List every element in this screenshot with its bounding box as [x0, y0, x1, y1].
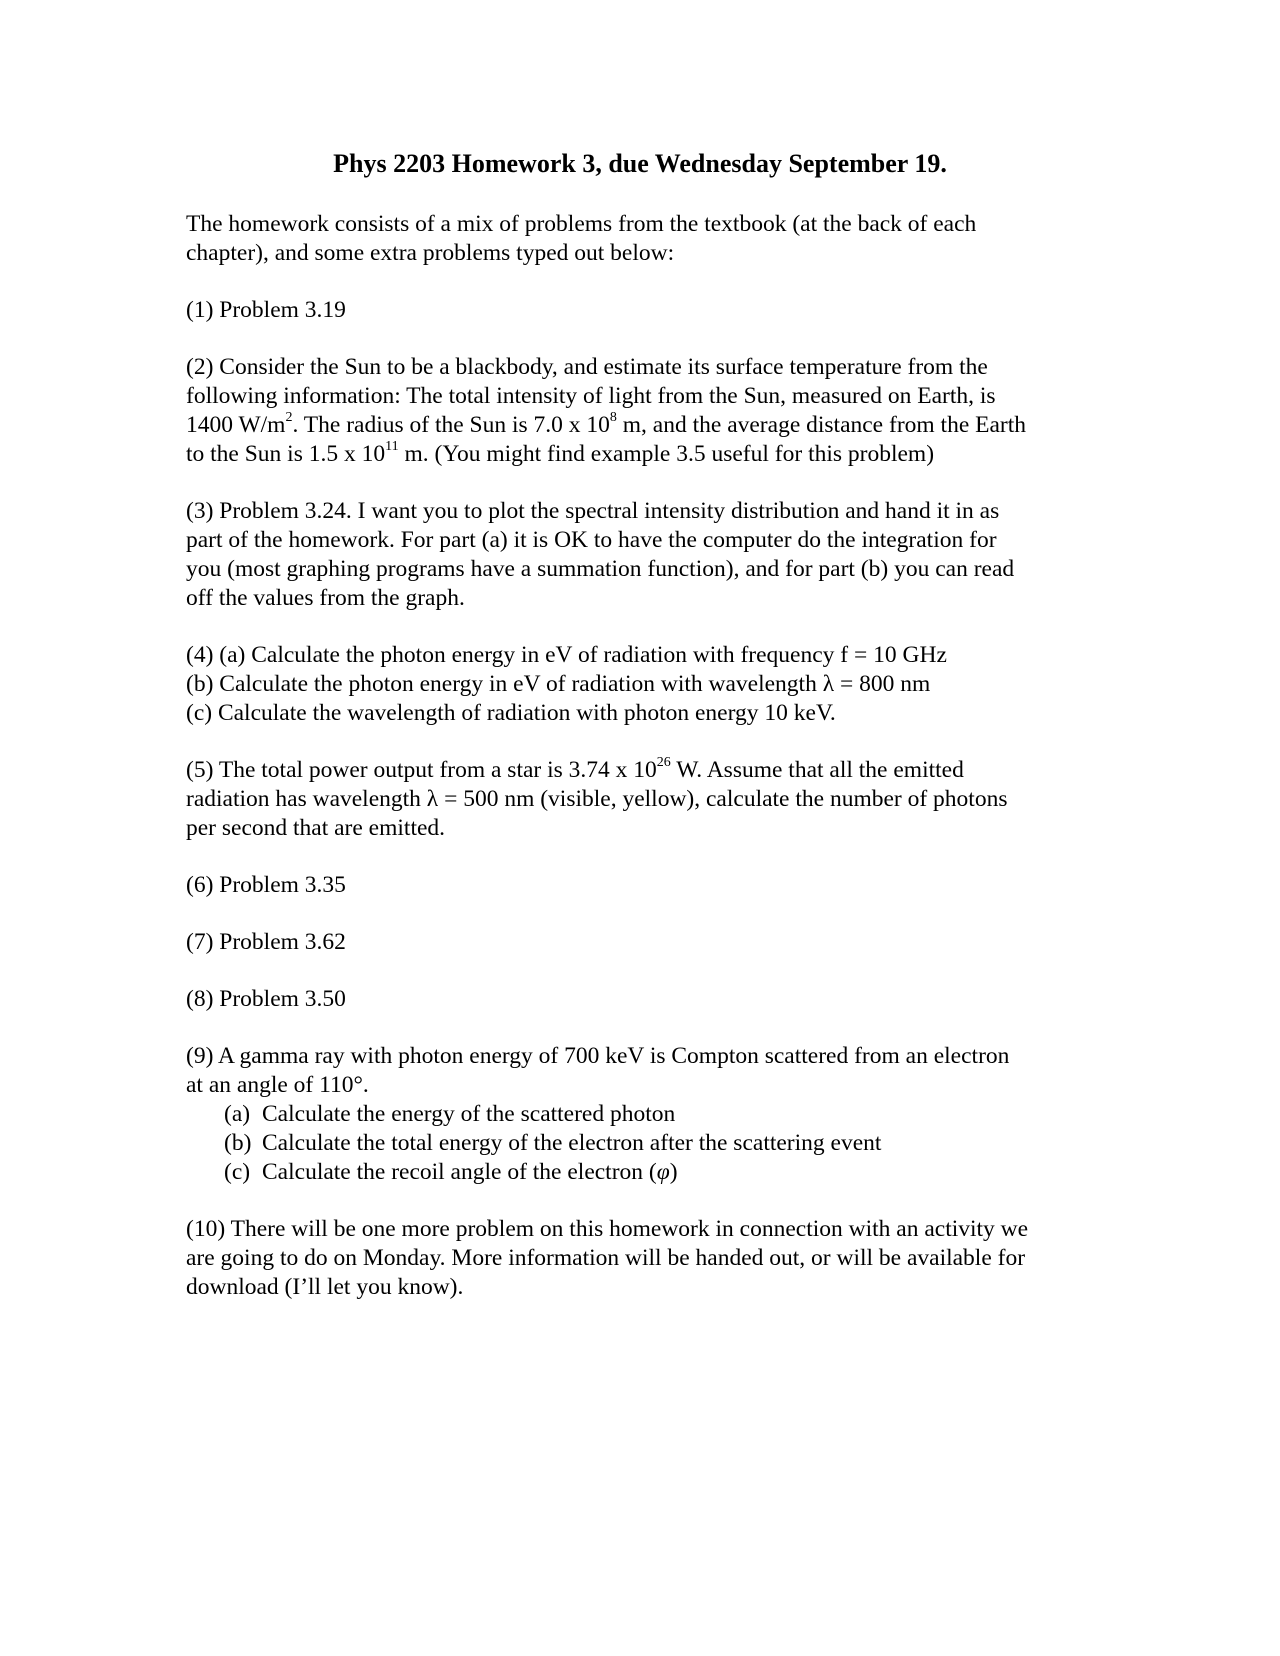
problem-10: [186, 1215, 1086, 1302]
list-item: [186, 1158, 1086, 1187]
problem-9-subparts: [186, 1100, 1086, 1187]
problem-3-line: (3) Problem 3.24. I want you to plot the spectral intensity distribution and hand it in as: [186, 498, 1000, 524]
list-item: [186, 1100, 1086, 1129]
problem-2-line: following information: The total intensity of light from the Sun, measured on Earth, is: [186, 383, 996, 409]
text-segment: m. (You might find example 3.5 useful for this problem): [398, 441, 935, 467]
problem-6: [186, 871, 1086, 900]
list-item-text: Calculate the recoil angle of the electron (: [262, 1159, 657, 1185]
text-segment: to the Sun is 1.5 x 10: [186, 441, 386, 467]
intro-line: chapter), and some extra problems typed out below:: [186, 240, 675, 266]
problem-10-line: download (I’ll let you know).: [186, 1274, 464, 1300]
problem-9-line: at an angle of 110°.: [186, 1072, 369, 1098]
problem-10-line: (10) There will be one more problem on this homework in connection with an activity we: [186, 1216, 1029, 1242]
problem-5: [186, 756, 1086, 843]
superscript: 2: [285, 410, 293, 426]
text-segment: m, and the average distance from the Earth: [616, 412, 1027, 438]
problem-7: [186, 928, 1086, 957]
problem-5-line: per second that are emitted.: [186, 815, 446, 841]
problem-4-line: (4) (a) Calculate the photon energy in eV of radiation with frequency f = 10 GHz: [186, 642, 947, 668]
problem-8-text: (8) Problem 3.50: [186, 986, 346, 1012]
problem-3-line: part of the homework. For part (a) it is OK to have the computer do the integration for: [186, 527, 997, 553]
problem-8: [186, 985, 1086, 1014]
list-item-text: Calculate the energy of the scattered photon: [262, 1101, 676, 1127]
superscript: 11: [385, 439, 399, 455]
problem-2: [186, 353, 1086, 469]
problem-3-line: off the values from the graph.: [186, 585, 465, 611]
problem-9: [186, 1042, 1086, 1187]
problem-3-line: you (most graphing programs have a summation function), and for part (b) you can read: [186, 556, 1015, 582]
list-item-tail: ): [669, 1159, 678, 1185]
problem-1-text: (1) Problem 3.19: [186, 297, 346, 323]
text-segment: (5) The total power output from a star is 3.74 x 10: [186, 757, 657, 783]
intro-line: The homework consists of a mix of problems from the textbook (at the back of each: [186, 211, 977, 237]
list-item: [186, 1129, 1086, 1158]
text-segment: W. Assume that all the emitted: [670, 757, 964, 783]
intro-paragraph: [186, 210, 1086, 268]
problem-5-line: radiation has wavelength λ = 500 nm (visible, yellow), calculate the number of photons: [186, 786, 1008, 812]
superscript: 26: [656, 755, 671, 771]
problem-5-line: [186, 756, 1086, 785]
problem-4-line: (c) Calculate the wavelength of radiation with photon energy 10 keV.: [186, 700, 836, 726]
document-body: [186, 210, 1086, 1330]
problem-7-text: (7) Problem 3.62: [186, 929, 346, 955]
superscript: 8: [609, 410, 617, 426]
phi-symbol: φ: [656, 1159, 670, 1185]
list-item-text: Calculate the total energy of the electron after the scattering event: [262, 1130, 882, 1156]
list-item-label: (c): [224, 1159, 251, 1185]
problem-6-text: (6) Problem 3.35: [186, 872, 346, 898]
problem-3: [186, 497, 1086, 613]
problem-4: [186, 641, 1086, 728]
list-item-label: (a): [224, 1101, 251, 1127]
list-item-label: (b): [224, 1130, 252, 1156]
problem-9-line: (9) A gamma ray with photon energy of 700 keV is Compton scattered from an electron: [186, 1043, 1010, 1069]
problem-10-line: are going to do on Monday. More information will be handed out, or will be available for: [186, 1245, 1026, 1271]
problem-2-line: [186, 440, 1086, 469]
problem-1: [186, 296, 1086, 325]
text-segment: 1400 W/m: [186, 412, 286, 438]
problem-4-line: (b) Calculate the photon energy in eV of radiation with wavelength λ = 800 nm: [186, 671, 931, 697]
text-segment: . The radius of the Sun is 7.0 x 10: [292, 412, 610, 438]
problem-2-line: (2) Consider the Sun to be a blackbody, and estimate its surface temperature from the: [186, 354, 988, 380]
problem-2-line: [186, 411, 1086, 440]
page-title: Phys 2203 Homework 3, due Wednesday September 19.: [333, 149, 947, 178]
